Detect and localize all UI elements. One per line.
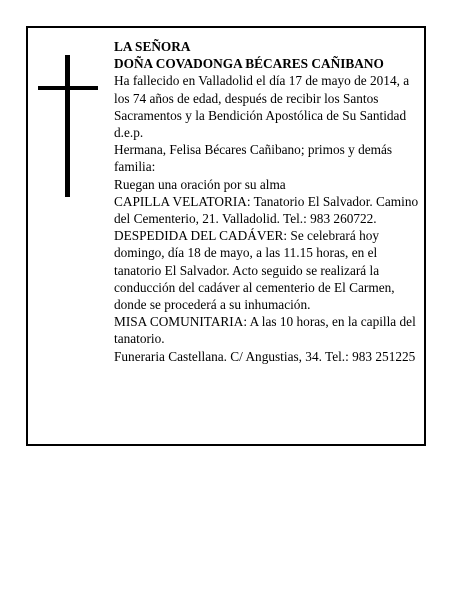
deceased-name: DOÑA COVADONGA BÉCARES CAÑIBANO — [114, 56, 384, 72]
death-announcement: Ha fallecido en Valladolid el día 17 de mayo de 2014, a los 74 años de edad, después de recibir los Santos Sacramentos y la Bendición Apostólica de Su Santidad d.e.p. — [114, 73, 410, 141]
wake-chapel-info: CAPILLA VELATORIA: Tanatorio El Salvador. Camino del Cementerio, 21. Valladolid. Tel.: 983 260722. — [114, 193, 419, 227]
farewell-info: DESPEDIDA DEL CADÁVER: Se celebrará hoy domingo, día 18 de mayo, a las 11.15 horas, en el tanatorio El Salvador. Acto seguido se realizará la conducción del cadáver al cementerio de El Carmen, donde se procederá a su inhumación. — [114, 228, 395, 313]
family-line: Hermana, Felisa Bécares Cañibano; primos y demás familia: — [114, 142, 393, 175]
cross-horizontal-bar — [38, 86, 98, 90]
prayer-request: Ruegan una oración por su alma — [114, 176, 286, 192]
mass-info: MISA COMUNITARIA: A las 10 horas, en la capilla del tanatorio. — [114, 314, 416, 347]
funeral-home-info: Funeraria Castellana. C/ Angustias, 34. Tel.: 983 251225 — [114, 348, 416, 364]
cross-vertical-bar — [65, 55, 70, 197]
notice-title: LA SEÑORA — [114, 39, 191, 54]
obituary-text — [114, 38, 420, 365]
cross-icon — [38, 55, 98, 197]
